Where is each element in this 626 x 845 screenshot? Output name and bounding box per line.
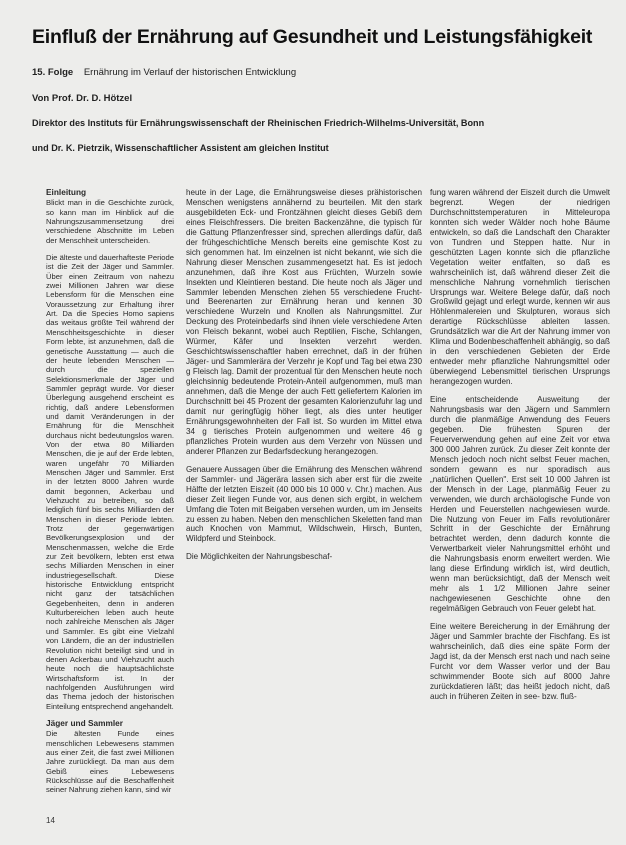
affiliation-primary: Direktor des Instituts für Ernährungswissenschaft der Rheinischen Friedrich-Wilhelms-Universität, Bonn bbox=[32, 118, 485, 128]
page-number: 14 bbox=[46, 816, 55, 825]
text-column-2 bbox=[186, 188, 422, 570]
section-heading: Einleitung bbox=[46, 187, 87, 197]
author-line: Von Prof. Dr. D. Hötzel bbox=[32, 93, 133, 104]
text-column-3 bbox=[430, 188, 610, 710]
paragraph: Eine weitere Bereicherung in der Ernährung der Jäger und Sammler brachte der Fischfang. Es ist wahrscheinlich, daß dies eine späte Form der Jagd ist, da der Mensch erst nach und nach seine Furcht vor dem Wasser verlor und der Bau schwimmender Boote sich auf 8000 Jahre zurückdatieren läßt; das heißt jedoch nicht, daß auch in früheren Zeiten in see- bzw. fluß- bbox=[430, 622, 610, 701]
paragraph: Die ältesten Funde eines menschlichen Lebewesens stammen aus einer Zeit, die fast zwei Millionen Jahre zurückliegt. Da man aus dem Gebiß eines Lebewesens Rückschlüsse auf die Beschaffenheit seiner Nahrung ziehen kann, sind wir bbox=[46, 729, 174, 795]
series-line bbox=[32, 67, 296, 78]
paragraph: fung waren während der Eiszeit durch die Umwelt begrenzt. Wegen der niedrigen Durchschnittstemperaturen in Mitteleuropa konnten sich weder Wälder noch hohe Bäume entwickeln, so daß die Landschaft den Charakter von Tundren und Steppen hatte. Nur in geschützten Lagen konnte sich die pflanzliche Vegetation weiter entfalten, so daß es wahrscheinlich ist, daß während dieser Zeit die menschliche Nahrung vornehmlich tierischen Ursprungs war. Weitere Belege dafür, daß noch Großwild gejagt und erlegt wurde, kennen wir aus Höhlenmalereien und Skulpturen, woraus sich derartige Rückschlüsse ableiten lassen. Grundsätzlich war die Art der Nahrung immer von Klima und Bodenbeschaffenheit abhängig, so daß in den verschiedenen Gebieten der Erde entweder mehr pflanzliche Nahrungsmittel oder überwiegend Lebensmittel tierischen Ursprungs herangezogen wurden. bbox=[430, 188, 610, 387]
paragraph: Die Möglichkeiten der Nahrungsbeschaf- bbox=[186, 552, 333, 562]
affiliation-secondary: und Dr. K. Pietrzik, Wissenschaftlicher Assistent am gleichen Institut bbox=[32, 143, 329, 153]
paragraph: Die älteste und dauerhafteste Periode ist die Zeit der Jäger und Sammler. Über einen Zeitraum von nahezu zwei Millionen Jahren war diese Lebensform für die Menschen eine Voraussetzung zur Erhaltung ihrer Art. Da die Species Homo sapiens das weitaus größte Teil während der Menschheitsgeschichte in dieser Form lebte, ist anzunehmen, daß die genetische Ausstattung — auch die der heute lebenden Menschen — durch die speziellen Selektionsmerkmale der Jäger und Sammler geprägt wurde. Vor dieser Überlegung ausgehend erscheint es richtig, daß andere Lebensformen und damit Veränderungen in der Ernährung für die Menschheit durchaus nicht bedeutungslos waren. Von der etwa 80 Milliarden Menschen, die je auf der Erde lebten, waren ungefähr 70 Milliarden Menschen Jäger und Sammler. Erst in der letzten 8000 Jahren wurde damit begonnen, Ackerbau und Viehzucht zu betreiben, so daß lediglich fünf bis sechs Milliarden der Menschen in dieser Periode lebten. Trotz der gegenwärtigen Bevölkerungsexplosion und der Menschenmassen, welche die Erde zur Zeit bevölkern, lebten erst etwa sechs Milliarden Menschen in einer industriegesellschaft. Diese historische Entwicklung entspricht nicht ganz der tatsächlichen Gegebenheiten, denn in anderen Kulturbereichen leben auch heute noch zahlreiche Menschen als Jäger und Sammler. Es gibt eine Vielzahl von Ländern, die an der industriellen Revolution nicht beteiligt sind und in denen Ackerbau und Viehzucht auch heute noch die hauptsächlichste Wirtschaftsform ist. In der nachfolgenden Ausführungen wird das Thema jedoch der historischen Einteilung entsprechend angehandelt. bbox=[46, 253, 174, 711]
paragraph: Blickt man in die Geschichte zurück, so kann man im Hinblick auf die Nahrungszusammensetzung drei verschiedene Abschnitte im Leben der Menschheit unterscheiden. bbox=[46, 198, 174, 245]
series-label: 15. Folge bbox=[32, 67, 74, 78]
paragraph: Eine entscheidende Ausweitung der Nahrungsbasis war den Jägern und Sammlern durch die planmäßige Anwendung des Feuers gegeben. Die frühesten Spuren der Feuerverwendung gehen auf eine Zeit vor etwa 300 000 Jahren zurück. Zu dieser Zeit konnte der Mensch jedoch noch nicht selbst Feuer machen, sondern gewann es nur sporadisch aus „natürlichen Quellen". Erst seit 10 000 Jahren ist der Mensch in der Lage, planmäßig Feuer zu verwenden, wie durch archäologische Funde von Herden und Feuerstellen nachgewiesen wurde. Die Nutzung von Feuer im Falls revolutionärer Schritt in der Geschichte der Ernährung betrachtet werden, denn dadurch konnte die Verwertbarkeit vieler Nahrungsmittel erhöht und die Nahrungsbasis enorm erweitert werden. Wie lang diese Erfindung wirklich ist, wird deutlich, wenn man berücksichtigt, daß der Mensch weit mehr als 1 1/2 Millionen Jahre seiner nachgewiesenen Geschichte ohne den regelmäßigen Gebrauch von Feuer gelebt hat. bbox=[430, 395, 610, 614]
article-title: Einfluß der Ernährung auf Gesundheit und Leistungsfähigkeit bbox=[32, 26, 593, 48]
paragraph: Genauere Aussagen über die Ernährung des Menschen während der Sammler- und Jägerära lassen sich aber erst für die zweite Hälfte der letzten Eiszeit (40 000 bis 10 000 v. Chr.) machen. Aus dieser Zeit liegen Funde vor, aus denen sich ergibt, in welchem Umfang die Toten mit Beigaben versehen wurden, um im Jenseits zu essen zu haben. Neben den menschlichen Skeletten fand man auch Knochen von Mammut, Wildschwein, Hirsch, Bunten, Wildpferd und Steinbock. bbox=[186, 464, 422, 544]
text-column-1 bbox=[46, 188, 174, 803]
series-subtitle: Ernährung im Verlauf der historischen Entwicklung bbox=[83, 67, 297, 78]
paragraph: heute in der Lage, die Ernährungsweise dieses prähistorischen Menschen wenigstens annähernd zu beurteilen. Mit den stark ausgebildeten Eck- und Frontzähnen gleicht dieses Gebiß dem eines Fleischfressers. Die breiten Backenzähne, die typisch für die Gattung Pflanzenfresser sind, sprechen allerdings dafür, daß der frühgeschichtliche Mensch bereits eine gemischte Kost zu sich genommen hat. Im einzelnen ist nicht bekannt, wie sich die Nahrung dieser Menschen zusammengesetzt hat. Es ist jedoch anzunehmen, daß ihre Kost aus Früchten, Wurzeln sowie Insekten und Kleintieren bestand. Die heute noch als Jäger und Sammler lebenden Menschen ziehen 55 verschiedene Frucht- und Beerenarten zur Ernährung heran und kennen 30 verschiedene Wurzeln und Knollen als Nahrungsmittel. Zur Deckung des Proteinbedarfs sind ihnen viele verschiedene Arten von Fleisch bekannt, wobei auch Reptilien, Fische, Schlangen, Würmer, Käfer und Insekten verzehrt werden. Geschichtswissenschaftler haben errechnet, daß in der frühen Jäger- und Sammlerära der Verzehr je Kopf und Tag bei etwa 230 g Fleisch lag. Damit der prozentual für den Menschen heute noch gleichsinnig bedeutende Protein-Anteil aufgenommen, muß man annehmen, daß die Menge der auch Fett geliefertern Kalorien im Durchschnitt bei 45 Prozent der gesamten Kalorienzufuhr lag und damit nur geringfügig höher liegt, als dies unter heutiger Ernährungsgewohnheiten der Fall ist. So wurden im Mittel etwa 34 g tierisches Protein aufgenommen und weitere 46 g pflanzliches Protein wurden aus dem Verzehr von Nüssen und anderer Pflanzen zur Bedarfsdeckung herangezogen. bbox=[186, 188, 422, 456]
section-heading: Jäger und Sammler bbox=[46, 717, 124, 728]
